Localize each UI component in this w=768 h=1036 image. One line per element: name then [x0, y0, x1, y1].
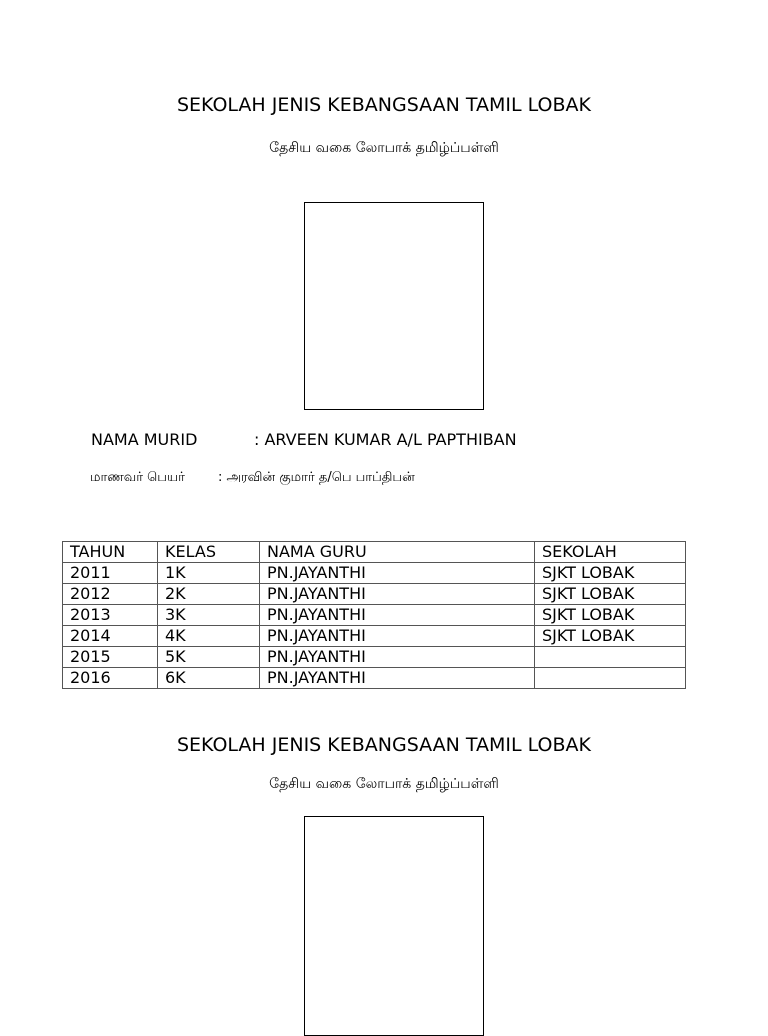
school-name-tamil: தேசிய வகை லோபாக் தமிழ்ப்பள்ளி	[269, 140, 499, 156]
student-name-label-tamil: மாணவர் பெயர்	[90, 470, 185, 485]
header-sekolah: SEKOLAH	[535, 542, 686, 563]
photo-placeholder-2	[304, 816, 484, 1036]
header-tahun: TAHUN	[63, 542, 158, 563]
cell-kelas: 5K	[158, 647, 260, 668]
cell-sekolah: SJKT LOBAK	[535, 584, 686, 605]
cell-tahun: 2012	[63, 584, 158, 605]
table-row	[63, 605, 686, 626]
cell-nama-guru: PN.JAYANTHI	[260, 668, 535, 689]
cell-sekolah: SJKT LOBAK	[535, 605, 686, 626]
cell-kelas: 6K	[158, 668, 260, 689]
cell-nama-guru: PN.JAYANTHI	[260, 626, 535, 647]
header-kelas: KELAS	[158, 542, 260, 563]
student-name-value: : ARVEEN KUMAR A/L PAPTHIBAN	[254, 430, 517, 449]
student-name-value-tamil: : அரவின் குமார் த/பெ பாப்திபன்	[218, 470, 415, 485]
school-name-heading: SEKOLAH JENIS KEBANGSAAN TAMIL LOBAK	[176, 94, 592, 116]
cell-tahun: 2011	[63, 563, 158, 584]
table-header-row	[63, 542, 686, 563]
cell-kelas: 3K	[158, 605, 260, 626]
cell-sekolah	[535, 647, 686, 668]
school-name-heading-2: SEKOLAH JENIS KEBANGSAAN TAMIL LOBAK	[176, 734, 592, 756]
cell-sekolah: SJKT LOBAK	[535, 626, 686, 647]
cell-nama-guru: PN.JAYANTHI	[260, 647, 535, 668]
cell-tahun: 2015	[63, 647, 158, 668]
table-row	[63, 647, 686, 668]
cell-sekolah	[535, 668, 686, 689]
header-nama-guru: NAMA GURU	[260, 542, 535, 563]
student-name-label: NAMA MURID	[91, 430, 198, 449]
cell-sekolah: SJKT LOBAK	[535, 563, 686, 584]
table-row	[63, 563, 686, 584]
cell-tahun: 2014	[63, 626, 158, 647]
record-table	[62, 541, 686, 689]
photo-placeholder	[304, 202, 484, 410]
cell-tahun: 2016	[63, 668, 158, 689]
table-row	[63, 626, 686, 647]
cell-nama-guru: PN.JAYANTHI	[260, 605, 535, 626]
cell-kelas: 4K	[158, 626, 260, 647]
cell-tahun: 2013	[63, 605, 158, 626]
cell-nama-guru: PN.JAYANTHI	[260, 563, 535, 584]
school-name-tamil-2: தேசிய வகை லோபாக் தமிழ்ப்பள்ளி	[269, 776, 499, 792]
table-row	[63, 668, 686, 689]
cell-kelas: 2K	[158, 584, 260, 605]
cell-kelas: 1K	[158, 563, 260, 584]
table-row	[63, 584, 686, 605]
cell-nama-guru: PN.JAYANTHI	[260, 584, 535, 605]
